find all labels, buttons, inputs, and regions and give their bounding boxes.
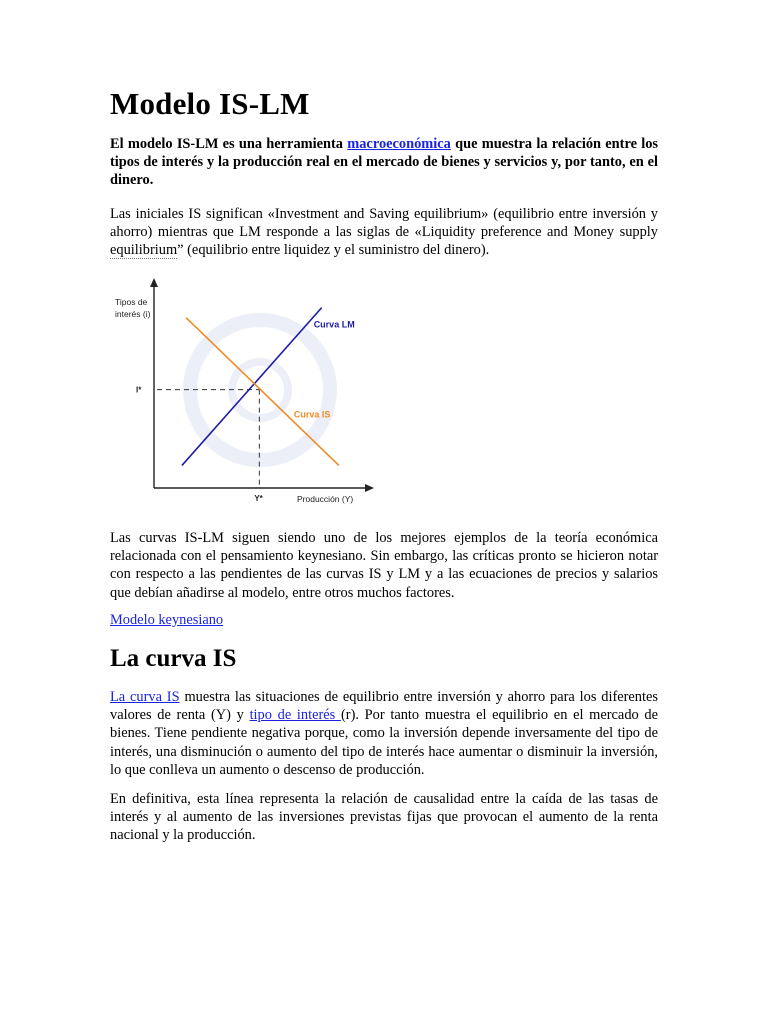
x-axis-label: Producción (Y): [297, 494, 354, 504]
keynes-link-block: [110, 611, 223, 629]
lead-text-after: que muestra la relación entre los tipos de interés y la producción real en el mercado de bienes y servicios y, por tanto, en el dinero.: [110, 136, 658, 189]
intro-paragraph: [110, 205, 658, 260]
p3-text-1: muestra las situaciones de equilibrio entre inversión y ahorro para los diferentes valores de renta (Y) y: [110, 689, 658, 724]
lm-curve-label: Curva LM: [313, 319, 355, 330]
keynesian-model-link[interactable]: Modelo keynesiano: [110, 612, 224, 628]
x-axis-arrow: [365, 484, 374, 492]
y-axis-label-line2: interés (i): [115, 309, 151, 319]
interest-rate-link[interactable]: tipo de interés: [249, 707, 341, 724]
page-title: Modelo IS-LM: [110, 86, 310, 121]
p1-text-before: Las iniciales IS significan «Investment and Saving equilibrium» (equilibrio entre inversión y ahorro) mientras que LM responde a las siglas de «Liquidity preference and Money supply: [110, 206, 658, 241]
equilibrium-rate-label: I*: [136, 385, 142, 395]
p1-text-after: ” (equilibrio entre liquidez y el suministro del dinero).: [177, 242, 490, 259]
p1-dotted-word: equilibrium: [110, 242, 178, 259]
is-curve-label: Curva IS: [293, 409, 331, 420]
equilibrium-output-label: Y*: [254, 494, 263, 503]
lead-text-before: El modelo IS-LM es una herramienta: [110, 136, 348, 152]
is-curve-link[interactable]: La curva IS: [110, 689, 180, 705]
y-axis-arrow: [150, 278, 158, 287]
is-curve-paragraph: [110, 688, 658, 779]
conclusion-paragraph: En definitiva, esta línea representa la relación de causalidad entre la caída de las tasas de interés y al aumento de las inversiones previstas fijas que provocan el aumento de la renta nacional y la producción.: [110, 791, 658, 844]
lead-paragraph: [110, 135, 658, 190]
y-axis-label-line1: Tipos de: [115, 297, 148, 307]
is-lm-chart: [110, 270, 385, 515]
section-heading-is: La curva IS: [110, 645, 237, 672]
macroeconomica-link[interactable]: macroeconómica: [347, 136, 451, 152]
islm-paragraph: Las curvas IS-LM siguen siendo uno de los mejores ejemplos de la teoría económica relacionada con el pensamiento keynesiano. Sin embargo, las críticas pronto se hicieron notar con respecto a las pendientes de las curvas IS y LM y a las ecuaciones de precios y salarios que debían añadirse al modelo, entre otros muchos factores.: [110, 530, 658, 601]
p3-text-2: (r). Por tanto muestra el equilibrio en el mercado de bienes. Tiene pendiente negativa porque, como la inversión depende inversamente del tipo de interés, una disminución o aumento del tipo de interés hace aumentar o disminuir la inversión, lo que conlleva un aumento o descenso de producción.: [110, 707, 658, 778]
